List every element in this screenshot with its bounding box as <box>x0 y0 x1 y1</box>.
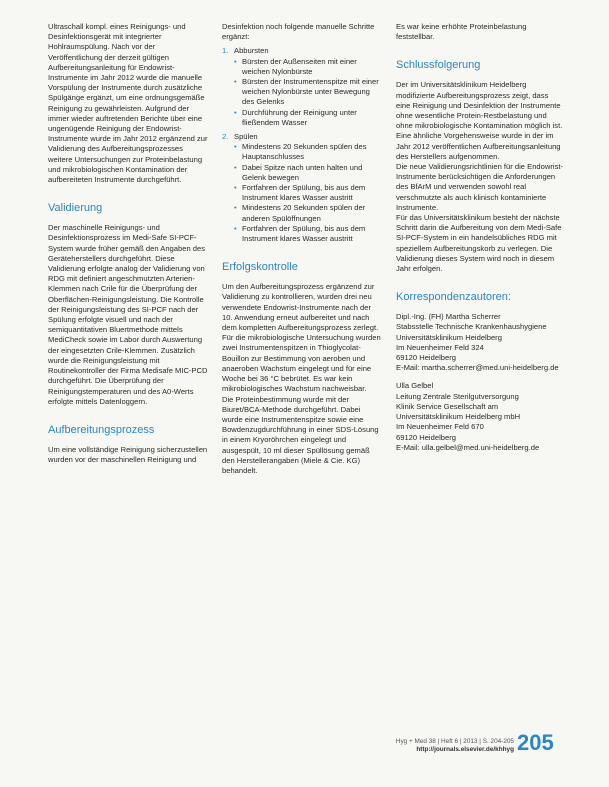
bullet-item: • Durchführung der Reinigung unter fließendem Wasser <box>234 108 382 128</box>
paragraph-erfolg-2: Für die mikrobiologische Untersuchung wurden zwei Instrumentenspitzen in Thioglycolat-Bouillon zur Bestimmung von aeroben und anaeroben Wachstum eingelegt und für eine Woche bei 36 °C bebrütet. Es war kein mikrobiologisches Wachstum nachweisbar. <box>222 333 381 394</box>
author-line: 69120 Heidelberg <box>396 432 456 442</box>
step-item <box>222 46 382 128</box>
author-line: Im Neuenheimer Feld 324 <box>396 342 484 352</box>
paragraph-intro-left: Ultraschall kompl. eines Reinigungs- und Desinfektionsgerät mit integrierter Hohlraumspülung. Nach vor der Veröffentlichung der derzeit gültigen Aufbereitungsanleitung für Endowrist- Instrumente im Jahr 2012 wurde die manuelle Vorspülung der Instrumente durch zusätzliche Spülgänge ergänzt, um eine ordnungsgemäße Reinigung zu gewährleisten. Aufgrund der immer wieder auftretenden Berichte über eine ungenügende Reinigung der Endowrist-Instrumente wurde im Jahr 2012 ergänzend zur Validierung des Aufbereitungsprozesses weitere Untersuchungen zur Proteinbelastung und mikrobiologischen Kontamination der aufbereiteten Instrumente durchgeführt. <box>48 22 208 185</box>
author-block-1 <box>396 312 564 373</box>
paragraph-validierung: Der maschinelle Reinigungs- und Desinfektionsprozess im Medi-Safe SI-PCF-System wurde früher gemäß den Angaben des Geräteherstellers durchgeführt. Diese Validierung erfolgte analog der Validierung von RDG mit definiert angeschmutzten Arterien-Klemmen nach Crile für die Überprüfung der Oberflächen-Reinigungsleistung. Die Kontrolle der Reinigungsleistung des SI-PCF nach der Spülung erfolgte visuell und nach der semiquantitativen Bluertmethode mittels MediCheck sowie im Labor durch Auswertung der eingesetzten Crile-Klemmen. Zusätzlich wurde die Reinigungsleistung mit Routinekontroller der Firma Medisafe MIC-PCD durchgeführt. Die Überprüfung der Reinigungstemperaturen und des A0-Werts erfolgte mittels Datenloggern. <box>48 223 208 406</box>
step-title: Abbursten <box>234 46 269 56</box>
step-bullets <box>222 142 382 244</box>
steps-list <box>222 46 382 244</box>
author-line: Universitätsklinikum Heidelberg <box>396 332 502 342</box>
step-title: Spülen <box>234 132 258 142</box>
paragraph-intro-right: Es war keine erhöhte Proteinbelastung feststellbar. <box>396 22 527 42</box>
bullet-item: • Fortfahren der Spülung, bis aus dem Instrument klares Wasser austritt <box>234 183 382 203</box>
step-item <box>222 132 382 244</box>
author-line: Leitung Zentrale Sterilgutversorgung <box>396 391 519 401</box>
heading-schlussfolgerung: Schlussfolgerung <box>396 59 481 72</box>
page-footer <box>0 730 609 760</box>
author-line: Ulla Gelbel <box>396 381 434 391</box>
bullet-item: • Bürsten der Außenseiten mit einer weichen Nylonbürste <box>234 57 382 77</box>
author-email[interactable]: E-Mail: martha.scherrer@med.uni-heidelberg.de <box>396 363 559 373</box>
step-number: 2. <box>222 132 229 142</box>
author-line: Klinik Service Gesellschaft am Universitätsklinikum Heidelberg mbH <box>396 401 521 422</box>
paragraph-erfolg-3: Die Proteinbestimmung wurde mit der Biuret/BCA-Methode durchgeführt. Dabei wurde eine Instrumentenspitze sowie eine Bowdenzugdurchführung in einer SDS-Lösung in einem Kryoröhrchen eingelegt und ausgespült, 10 ml dieser Spüllösung gemäß den Herstellerangaben (Miele & Cie. KG) behandelt. <box>222 394 379 475</box>
bullet-item: • Mindestens 20 Sekunden spülen des Hauptanschlusses <box>234 142 382 162</box>
step-bullets <box>222 57 382 128</box>
column-middle <box>222 22 382 476</box>
journal-citation <box>396 738 514 754</box>
paragraph-schluss-3: Für das Universitätsklinikum besteht der nächste Schritt darin die Aufbereitung von dem Medi-Safe SI-PCF-System in ein handelsübliches RDG mit speziellem Aufbereitungskorb zu verlegen. Die Validierung dieses System wird noch in diesem Jahr erfolgen. <box>396 213 562 274</box>
author-line: Im Neuenheimer Feld 670 <box>396 422 484 432</box>
author-line: 69120 Heidelberg <box>396 353 456 363</box>
bullet-item: • Mindestens 20 Sekunden spülen der anderen Spülöffnungen <box>234 203 382 223</box>
heading-validierung: Validierung <box>48 202 103 215</box>
heading-korrespondenzautoren: Korrespondenzautoren: <box>396 291 511 304</box>
column-right <box>396 22 564 453</box>
paragraph-schluss-2: Die neue Validierungsrichtlinien für die Endowrist-Instrumente berücksichtigen die Anforderungen des BfArM und verwenden sowohl real verschmutzte als auch klinisch kontaminierte Instrumente. <box>396 162 564 212</box>
journal-url[interactable]: http://journals.elsevier.de/khhyg <box>416 746 514 753</box>
author-line: Stabsstelle Technische Krankenhaushygiene <box>396 322 547 332</box>
bullet-item: • Fortfahren der Spülung, bis aus dem Instrument klares Wasser austritt <box>234 224 382 244</box>
bullet-item: • Bürsten der Instrumentenspitze mit einer weichen Nylonbürste unter Bewegung des Gelenks <box>234 77 382 108</box>
paragraph-intro-middle: Desinfektion noch folgende manuelle Schritte ergänzt: <box>222 22 375 42</box>
author-block-2 <box>396 381 564 452</box>
column-left <box>48 22 208 465</box>
author-line: Dipl.-Ing. (FH) Martha Scherrer <box>396 312 501 322</box>
paragraph-schluss-1: Der im Universitätsklinikum Heidelberg modifizierte Aufbereitungsprozess zeigt, dass eine Reinigung und Desinfektion der Instrumente ohne wesentliche Protein-Restbelastung und ohne mikrobiologische Kontamination möglich ist. Eine ähnliche Vorgehensweise wurde in der im Jahr 2012 veröffentlichen Aufbereitungsanleitung des Herstellers aufgenommen. <box>396 80 563 161</box>
page-number: 205 <box>517 730 554 755</box>
heading-aufbereitungsprozess: Aufbereitungsprozess <box>48 423 155 436</box>
step-number: 1. <box>222 46 229 56</box>
author-email[interactable]: E-Mail: ulla.gelbel@med.uni-heidelberg.de <box>396 442 540 452</box>
paragraph-erfolg-1: Um den Aufbereitungsprozess ergänzend zur Validierung zu kontrollieren, wurden drei neu verwendete Endowrist-Instrumente nach der 10. Anwendung erneut aufbereitet und nach dem kompletten Aufbereitungsprozess zerlegt. <box>222 282 379 333</box>
heading-erfolgskontrolle: Erfolgskontrolle <box>222 261 298 274</box>
paragraph-aufbereitungsprozess: Um eine vollständige Reinigung sicherzustellen wurden vor der maschinellen Reinigung und <box>48 444 208 465</box>
bullet-item: • Dabei Spitze nach unten halten und Gelenk bewegen <box>234 163 382 183</box>
journal-reference: Hyg + Med 38 | Heft 6 | 2013 | S. 204-205 <box>395 738 514 745</box>
